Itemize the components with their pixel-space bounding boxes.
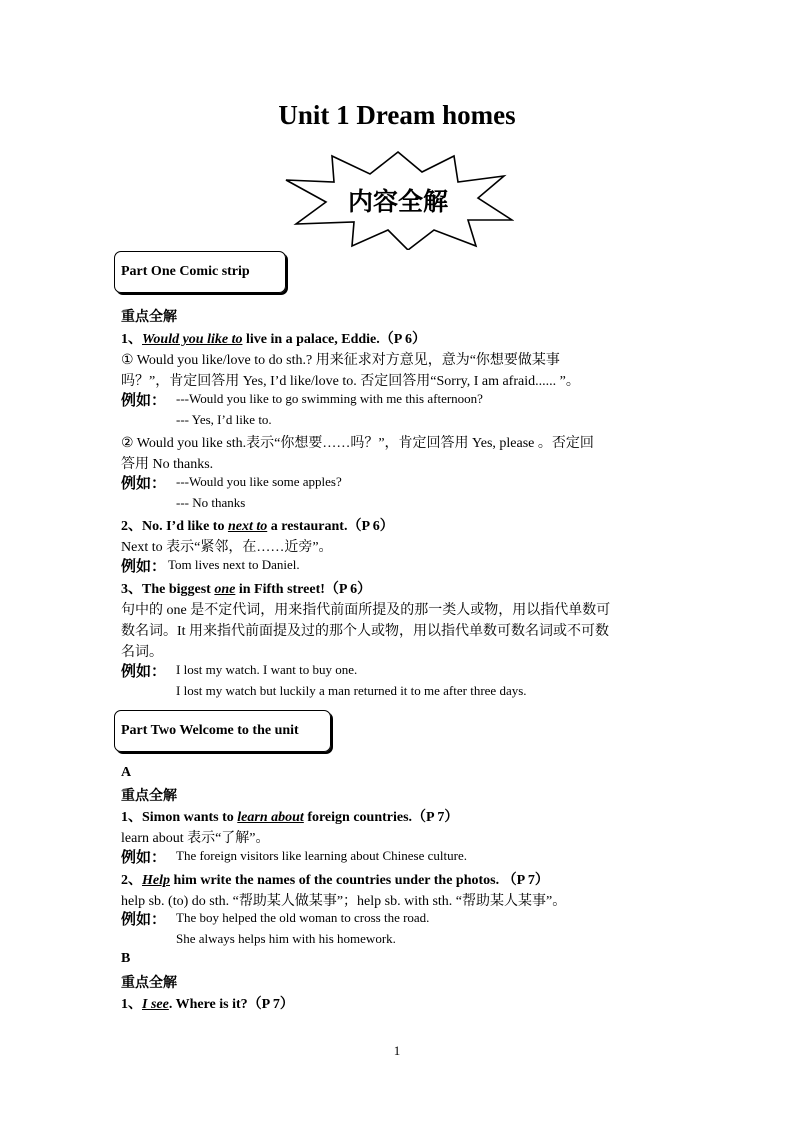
section-heading: 重点全解 — [121, 976, 177, 991]
point-number: 2、 — [121, 519, 142, 534]
explanation-line: 名词。 — [121, 645, 163, 660]
key-phrase: learn about — [237, 810, 304, 825]
point-number: 3、 — [121, 582, 142, 597]
point-text: No. I’d like to — [142, 519, 228, 534]
explanation-line: 句中的 one 是不定代词，用来指代前面所提及的那一类人或物，用以指代单数可 — [121, 603, 611, 618]
point-2 — [121, 869, 549, 889]
part-one-box: Part One Comic strip — [114, 251, 286, 293]
point-1 — [121, 993, 294, 1013]
point-number: 2、 — [121, 873, 142, 888]
example-line: I lost my watch. I want to buy one. — [176, 662, 358, 677]
key-phrase: one — [214, 582, 236, 597]
point-text: foreign countries.（P 7） — [303, 810, 459, 825]
point-3 — [121, 578, 371, 598]
example-line: --- No thanks — [176, 495, 246, 510]
example-label: 例如： — [121, 664, 167, 680]
point-text: a restaurant.（P 6） — [267, 519, 394, 534]
point-text: The biggest — [142, 582, 215, 597]
page-title: Unit 1 Dream homes — [278, 100, 516, 130]
point-1 — [121, 328, 426, 348]
example-label: 例如： — [121, 912, 167, 928]
point-1 — [121, 806, 458, 826]
example-line: The foreign visitors like learning about Chinese culture. — [176, 848, 467, 863]
point-2 — [121, 515, 394, 535]
page-number: 1 — [393, 1043, 401, 1058]
section-heading: 重点全解 — [121, 789, 177, 804]
explanation-line: 数名词。It 用来指代前面提及过的那个人或物，用以指代单数可数名词或不可数 — [121, 624, 610, 639]
example-label: 例如： — [121, 476, 167, 492]
explanation-line: 答用 No thanks. — [121, 457, 214, 472]
explanation-line: Next to 表示“紧邻，在……近旁”。 — [121, 540, 333, 555]
section-heading: 重点全解 — [121, 310, 177, 325]
example-label: 例如： — [121, 393, 167, 409]
example-line: I lost my watch but luckily a man returned it to me after three days. — [176, 683, 527, 698]
banner-text: 内容全解 — [347, 187, 448, 216]
part-two-box: Part Two Welcome to the unit — [114, 710, 331, 752]
example-line: ---Would you like some apples? — [176, 474, 342, 489]
explanation-line: ② Would you like sth.表示“你想要……吗？”，肯定回答用 Yes, please 。否定回 — [121, 436, 594, 451]
example-line: --- Yes, I’d like to. — [176, 412, 272, 427]
key-phrase: Help — [142, 873, 170, 888]
point-text: him write the names of the countries under the photos. （P 7） — [170, 873, 549, 888]
point-number: 1、 — [121, 810, 142, 825]
key-phrase: Would you like to — [142, 332, 243, 347]
explanation-line: learn about 表示“了解”。 — [121, 831, 270, 846]
section-letter: A — [121, 765, 132, 780]
key-phrase: next to — [227, 519, 268, 534]
example-line: ---Would you like to go swimming with me this afternoon? — [176, 391, 483, 406]
example-line: Tom lives next to Daniel. — [168, 557, 300, 572]
example-label: 例如： — [121, 850, 167, 866]
example-label: 例如： — [121, 559, 167, 575]
example-line: She always helps him with his homework. — [176, 931, 396, 946]
key-phrase: I see — [142, 997, 169, 1012]
point-text: live in a palace, Eddie.（P 6） — [242, 332, 427, 347]
point-text: . Where is it?（P 7） — [168, 997, 294, 1012]
explanation-line: ① Would you like/love to do sth.? 用来征求对方意见，意为“你想要做某事 — [121, 353, 560, 368]
section-letter: B — [121, 951, 131, 966]
explanation-line: 吗？”，肯定回答用 Yes, I’d like/love to. 否定回答用“Sorry, I am afraid...... ”。 — [121, 374, 580, 389]
point-number: 1、 — [121, 332, 142, 347]
example-line: The boy helped the old woman to cross the road. — [176, 910, 430, 925]
point-text: Simon wants to — [142, 810, 238, 825]
point-text: in Fifth street!（P 6） — [235, 582, 372, 597]
point-number: 1、 — [121, 997, 142, 1012]
explanation-line: help sb. (to) do sth. “帮助某人做某事”；help sb. with sth. “帮助某人某事”。 — [121, 894, 567, 909]
